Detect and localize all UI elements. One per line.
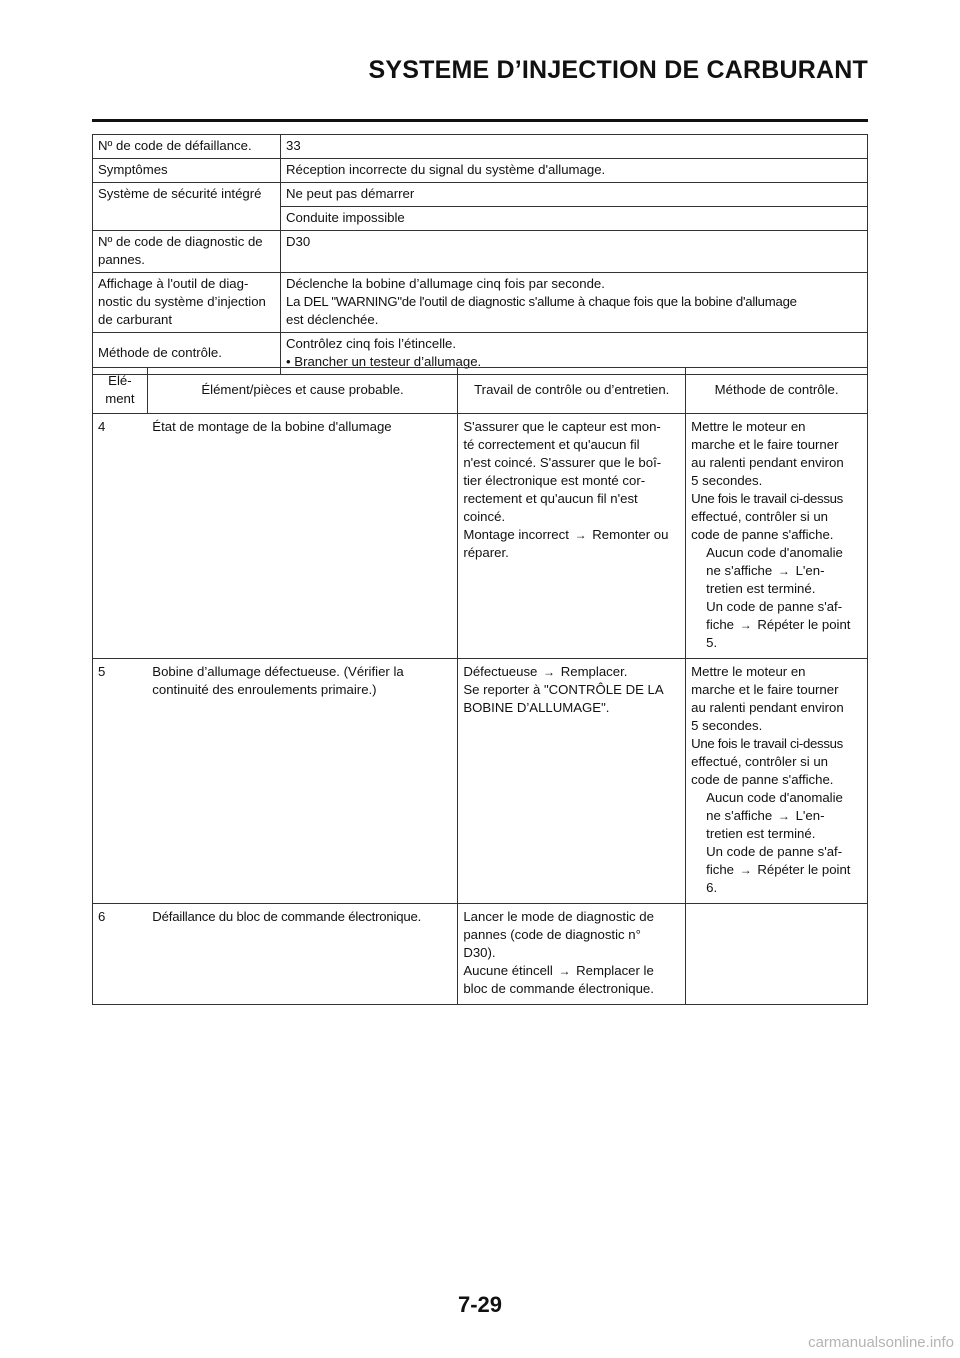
- row-method-line: 5 secondes.: [691, 473, 763, 488]
- row-work-result: [463, 663, 680, 681]
- table-row: [93, 414, 868, 659]
- ng-condition: fiche: [706, 862, 735, 877]
- row-method-ok: Aucun code d'anomalie: [706, 790, 843, 805]
- row-method-line: au ralenti pendant environ: [691, 455, 844, 470]
- row-method-line: effectué, contrôler si un: [691, 509, 828, 524]
- row-method-ok: [691, 807, 864, 825]
- tool-display-label-line: nostic du système d’injection: [98, 294, 266, 309]
- safety-value-2: Conduite impossible: [281, 207, 868, 231]
- header-item: [93, 368, 148, 414]
- row-method-line: marche et le faire tourner: [691, 437, 839, 452]
- tool-display-value: [281, 273, 868, 333]
- row-method-line: marche et le faire tourner: [691, 682, 839, 697]
- tool-display-label-line: Affichage à l'outil de diag-: [98, 276, 249, 291]
- row-method-line: code de panne s'affiche.: [691, 772, 834, 787]
- arrow-icon: →: [777, 564, 790, 578]
- row-cause: [147, 414, 458, 659]
- row-work-line: D30).: [463, 945, 496, 960]
- tool-display-value-line: Déclenche la bobine d’allumage cinq fois par seconde.: [286, 276, 605, 291]
- header-work: Travail de contrôle ou d’entretien.: [458, 368, 686, 414]
- arrow-icon: →: [574, 528, 587, 542]
- row-method-line: 5 secondes.: [691, 718, 763, 733]
- row-method-ok: [691, 562, 864, 580]
- result-action: Remplacer.: [560, 664, 628, 679]
- row-method-ok: Aucun code d'anomalie: [706, 545, 843, 560]
- row-work: [458, 414, 686, 659]
- safety-row-2: [93, 207, 868, 231]
- row-method-empty: [686, 904, 868, 1005]
- row-work-line: bloc de commande électronique.: [463, 981, 654, 996]
- header-cause: Élément/pièces et cause probable.: [147, 368, 458, 414]
- header-method: Méthode de contrôle.: [686, 368, 868, 414]
- arrow-icon: →: [558, 964, 571, 978]
- row-method-line: au ralenti pendant environ: [691, 700, 844, 715]
- diag-code-label: [93, 231, 281, 273]
- fault-code-label: Nº de code de défaillance.: [93, 135, 281, 159]
- diag-code-row: [93, 231, 868, 273]
- tool-display-label-line: de carburant: [98, 312, 173, 327]
- row-work: [458, 904, 686, 1005]
- tool-display-label: [93, 273, 281, 333]
- row-work-line: tier électronique est monté cor-: [463, 473, 646, 488]
- safety-label: Système de sécurité intégré: [93, 183, 281, 207]
- result-condition: Défectueuse: [463, 664, 538, 679]
- row-method-ng: [691, 861, 864, 879]
- row-method-ng: 5.: [706, 635, 718, 650]
- diag-code-label-line: pannes.: [98, 252, 145, 267]
- row-method-line: effectué, contrôler si un: [691, 754, 828, 769]
- row-work-line: té correctement et qu'aucun fil: [463, 437, 640, 452]
- ok-action: L'en-: [795, 808, 825, 823]
- title-rule: [92, 119, 868, 122]
- table-header-row: [93, 368, 868, 414]
- ng-condition: fiche: [706, 617, 735, 632]
- safety-row-1: [93, 183, 868, 207]
- row-method-ok: tretien est terminé.: [706, 826, 816, 841]
- tool-display-row: [93, 273, 868, 333]
- row-method-ok: tretien est terminé.: [706, 581, 816, 596]
- tool-display-value-line: La DEL "WARNING"de l'outil de diagnostic s'allume à chaque fois que la bobine d'allumage: [286, 294, 797, 309]
- row-work-line: BOBINE D’ALLUMAGE".: [463, 700, 610, 715]
- tool-display-value-line: est déclenchée.: [286, 312, 379, 327]
- symptoms-value: Réception incorrecte du signal du système d'allumage.: [281, 159, 868, 183]
- row-work-line: n'est coincé. S'assurer que le boî-: [463, 455, 662, 470]
- result-condition: Aucune étincell: [463, 963, 553, 978]
- row-work: [458, 659, 686, 904]
- diagnostic-steps-table: [92, 367, 868, 1005]
- row-method-line: Mettre le moteur en: [691, 664, 806, 679]
- row-work-line: rectement et qu'aucun fil n'est: [463, 491, 638, 506]
- row-method-line: Une fois le travail ci-dessus: [691, 491, 843, 506]
- row-cause-line: État de montage de la bobine d'allumage: [152, 419, 392, 434]
- row-cause-line: Défaillance du bloc de commande électronique.: [152, 909, 422, 924]
- ok-action: L'en-: [795, 563, 825, 578]
- row-method-ng: Un code de panne s'af-: [706, 599, 843, 614]
- row-cause: [147, 904, 458, 1005]
- arrow-icon: →: [777, 809, 790, 823]
- row-method: [686, 659, 868, 904]
- row-item-number: 6: [93, 904, 148, 1005]
- row-method-line: Mettre le moteur en: [691, 419, 806, 434]
- row-item-number: 4: [93, 414, 148, 659]
- row-work-line: réparer.: [463, 545, 509, 560]
- ok-condition: ne s'affiche: [706, 563, 773, 578]
- ok-condition: ne s'affiche: [706, 808, 773, 823]
- result-action: Remplacer le: [576, 963, 654, 978]
- row-method-line: code de panne s'affiche.: [691, 527, 834, 542]
- row-method-ng: 6.: [706, 880, 718, 895]
- ng-action: Répéter le point: [757, 617, 851, 632]
- diag-code-label-line: Nº de code de diagnostic de: [98, 234, 263, 249]
- row-method-ng: [691, 616, 864, 634]
- check-method-label: Méthode de contrôle.: [93, 333, 281, 375]
- row-work-line: pannes (code de diagnostic n°: [463, 927, 641, 942]
- header-item-line: ment: [105, 391, 135, 406]
- arrow-icon: →: [543, 665, 556, 679]
- header-item-line: Elé-: [108, 373, 132, 388]
- fault-code-row: [93, 135, 868, 159]
- safety-value-1: Ne peut pas démarrer: [281, 183, 868, 207]
- arrow-icon: →: [739, 863, 752, 877]
- table-row: [93, 904, 868, 1005]
- symptoms-label: Symptômes: [93, 159, 281, 183]
- row-work-result: [463, 526, 680, 544]
- diag-code-value: D30: [281, 231, 868, 273]
- row-method-ng: Un code de panne s'af-: [706, 844, 843, 859]
- result-condition: Montage incorrect: [463, 527, 569, 542]
- row-cause: [147, 659, 458, 904]
- watermark: carmanualsonline.info: [808, 1334, 954, 1351]
- row-work-line: S'assurer que le capteur est mon-: [463, 419, 661, 434]
- row-work-line: Se reporter à "CONTRÔLE DE LA: [463, 682, 664, 697]
- row-work-result: [463, 962, 680, 980]
- row-cause-line: continuité des enroulements primaire.): [152, 682, 377, 697]
- row-work-line: Lancer le mode de diagnostic de: [463, 909, 654, 924]
- check-method-value-line: Contrôlez cinq fois l’étincelle.: [286, 336, 457, 351]
- row-item-number: 5: [93, 659, 148, 904]
- row-method-line: Une fois le travail ci-dessus: [691, 736, 843, 751]
- page-number: 7-29: [457, 1292, 503, 1317]
- result-action: Remonter ou: [592, 527, 669, 542]
- arrow-icon: →: [739, 618, 752, 632]
- table-row: [93, 659, 868, 904]
- row-method: [686, 414, 868, 659]
- safety-label-continuation: [93, 207, 281, 231]
- check-method-value-line: • Brancher un testeur d’allumage.: [286, 354, 482, 369]
- symptoms-row: [93, 159, 868, 183]
- page-title: SYSTEME D’INJECTION DE CARBURANT: [368, 56, 868, 84]
- row-work-line: coincé.: [463, 509, 506, 524]
- fault-code-value: 33: [281, 135, 868, 159]
- ng-action: Répéter le point: [757, 862, 851, 877]
- fault-info-table: [92, 134, 868, 375]
- row-cause-line: Bobine d’allumage défectueuse. (Vérifier la: [152, 664, 404, 679]
